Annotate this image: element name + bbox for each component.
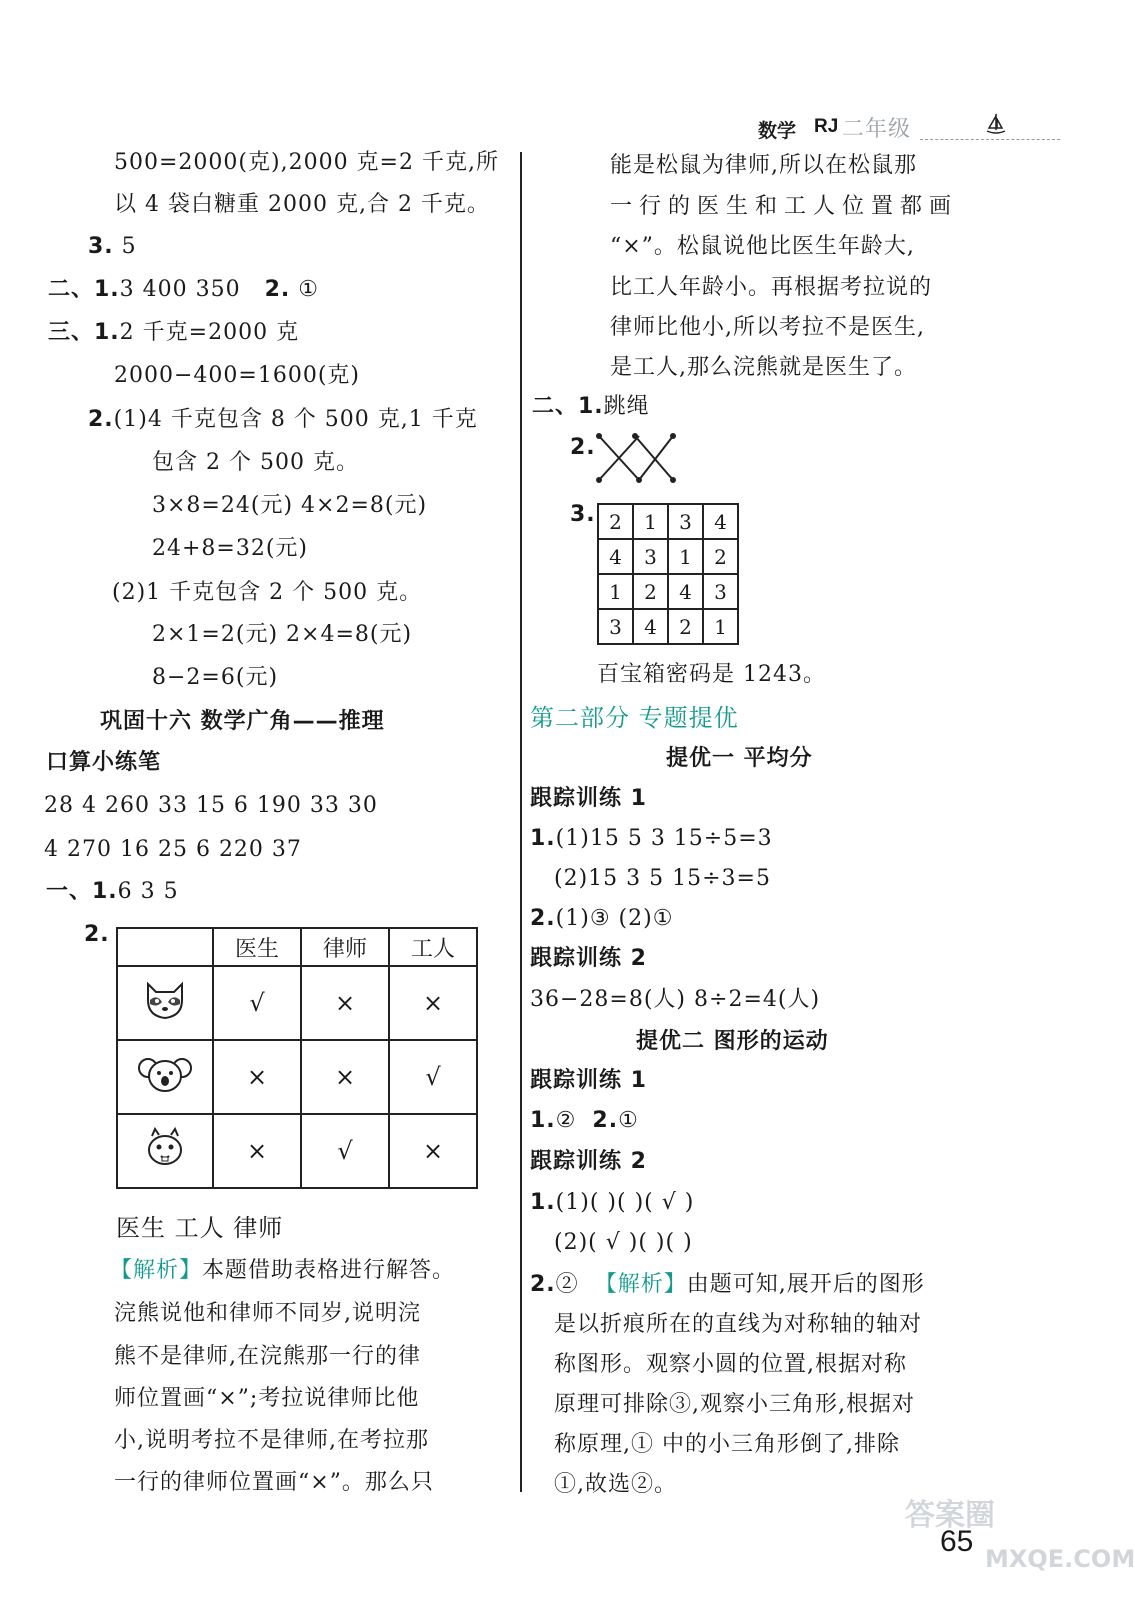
watermark-url: MXQE.COM [985, 1545, 1135, 1573]
table-cell: × [301, 966, 389, 1040]
answer-text: ① [298, 277, 320, 302]
answer-text: 2 千克=2000 克 [119, 320, 300, 345]
sailboat-icon [984, 112, 1008, 136]
table-header: 医生 [213, 928, 301, 966]
raccoon-icon [117, 966, 213, 1040]
answer-text: 跳绳 [603, 394, 650, 419]
grid-cell: 3 [633, 539, 668, 574]
text-line: 24+8=32(元) [152, 536, 309, 561]
q-number: 2. [530, 1272, 556, 1297]
answer-text: 5 [121, 234, 137, 259]
part-title: 第二部分 专题提优 [530, 704, 739, 732]
squirrel-icon [117, 1114, 213, 1188]
table-cell: √ [213, 966, 301, 1040]
text-line: 以 4 袋白糖重 2000 克,合 2 千克。 [114, 192, 490, 217]
grid-cell: 1 [668, 539, 703, 574]
subject-label: 数学 [758, 121, 797, 142]
grid-cell: 3 [668, 504, 703, 539]
answer-text: ① [618, 1108, 639, 1133]
text-line: 比工人年龄小。再根据考拉说的 [610, 275, 933, 300]
grid-cell: 4 [703, 504, 738, 539]
grade-label: 二年级 [842, 116, 912, 141]
q-number: 2. [264, 277, 291, 302]
text-line: 称图形。观察小圆的位置,根据对称 [554, 1352, 907, 1377]
text-line: 36−28=8(人) 8÷2=4(人) [530, 987, 821, 1012]
grid-cell: 4 [598, 539, 633, 574]
header-rule [920, 139, 1060, 140]
text-line: 一行的律师位置画“×”。那么只 [114, 1470, 434, 1495]
grid-row [598, 504, 738, 539]
grid-cell: 1 [633, 504, 668, 539]
number-grid [597, 503, 739, 645]
grid-cell: 2 [598, 504, 633, 539]
table-row [117, 966, 477, 1040]
table-cell: × [213, 1040, 301, 1114]
logic-table [116, 927, 478, 1189]
q-number: 2. [570, 435, 596, 460]
subsection-title: 口算小练笔 [46, 750, 162, 775]
text-line: 百宝箱密码是 1243。 [597, 662, 826, 687]
grid-cell: 1 [703, 609, 738, 644]
text-line: 4 270 16 25 6 220 37 [44, 837, 302, 862]
section-title: 提优二 图形的运动 [636, 1029, 829, 1054]
page-number: 65 [940, 1525, 974, 1558]
q-number: 2. [88, 407, 114, 432]
grid-row [598, 609, 738, 644]
answer-text: (1)( )( )( √ ) [555, 1190, 695, 1215]
table-cell: × [301, 1040, 389, 1114]
answer-text: ② [555, 1108, 577, 1133]
text-line: (2)15 3 5 15÷3=5 [554, 866, 771, 891]
q-number: 1. [530, 1190, 556, 1215]
section-number: 二、1. [532, 394, 604, 419]
text-line: 师位置画“×”;考拉说律师比他 [114, 1386, 420, 1411]
section-number: 一、1. [46, 879, 118, 904]
answer-text: ② [555, 1272, 579, 1297]
answer-text: (1)③ (2)① [555, 906, 674, 931]
table-cell: × [389, 966, 477, 1040]
table-cell: √ [301, 1114, 389, 1188]
table-header: 工人 [389, 928, 477, 966]
grid-cell: 4 [633, 609, 668, 644]
q-number: 2. [592, 1108, 619, 1133]
text-line: 500=2000(克),2000 克=2 千克,所 [114, 150, 499, 175]
q-number: 3. [88, 234, 114, 259]
matching-lines-diagram [595, 432, 679, 484]
table-header: 律师 [301, 928, 389, 966]
text-line: 2000−400=1600(克) [114, 363, 361, 388]
text-line: 2×1=2(元) 2×4=8(元) [152, 622, 413, 647]
subsection-title: 跟踪训练 1 [530, 786, 647, 811]
grid-cell: 2 [668, 609, 703, 644]
answer-text: 3 400 350 [119, 277, 241, 302]
table-cell: × [213, 1114, 301, 1188]
text-line: 浣熊说他和律师不同岁,说明浣 [114, 1301, 421, 1326]
text-line: 是以折痕所在的直线为对称轴的轴对 [554, 1312, 923, 1337]
grid-cell: 1 [598, 574, 633, 609]
text-line: 称原理,① 中的小三角形倒了,排除 [554, 1432, 900, 1457]
grid-cell: 4 [668, 574, 703, 609]
subsection-title: 跟踪训练 1 [530, 1068, 647, 1093]
q-number: 2. [84, 922, 110, 947]
section-number: 三、1. [48, 320, 120, 345]
text-line: 3×8=24(元) 4×2=8(元) [152, 493, 428, 518]
text-line: 律师比他小,所以考拉不是医生, [610, 315, 925, 340]
text-line: 能是松鼠为律师,所以在松鼠那 [610, 153, 917, 178]
subsection-title: 跟踪训练 2 [530, 946, 647, 971]
table-cell: × [389, 1114, 477, 1188]
text-line: 8−2=6(元) [152, 665, 279, 690]
column-divider [520, 152, 522, 1492]
text-line: 熊不是律师,在浣熊那一行的律 [114, 1344, 421, 1369]
text-line: (2)1 千克包含 2 个 500 克。 [112, 580, 423, 605]
version-label: RJ [814, 116, 839, 137]
grid-row [598, 539, 738, 574]
text-line: ①,故选②。 [554, 1472, 677, 1497]
subsection-title: 跟踪训练 2 [530, 1149, 647, 1174]
grid-cell: 3 [703, 574, 738, 609]
grid-cell: 2 [703, 539, 738, 574]
text-line: 包含 2 个 500 克。 [152, 450, 359, 475]
analysis-tag: 【解析】 [594, 1272, 687, 1297]
answer-text: 6 3 5 [117, 879, 179, 904]
q-number: 3. [570, 502, 596, 527]
page-header [758, 112, 1058, 142]
answer-text: (1)4 千克包含 8 个 500 克,1 千克 [113, 407, 478, 432]
koala-icon [117, 1040, 213, 1114]
answer-text: (1)15 5 3 15÷5=3 [555, 826, 773, 851]
section-title: 提优一 平均分 [666, 746, 813, 771]
text-line: 28 4 260 33 15 6 190 33 30 [44, 793, 378, 818]
text-line: (2)( √ )( )( ) [554, 1230, 693, 1255]
analysis-text: 本题借助表格进行解答。 [202, 1258, 456, 1283]
answer-line: 医生 工人 律师 [116, 1214, 284, 1242]
q-number: 1. [530, 826, 556, 851]
grid-cell: 3 [598, 609, 633, 644]
grid-cell: 2 [633, 574, 668, 609]
watermark-logo: 答案圈 [905, 1498, 995, 1533]
table-row [117, 1114, 477, 1188]
grid-row [598, 574, 738, 609]
analysis-text: 由题可知,展开后的图形 [686, 1272, 925, 1297]
text-line: 原理可排除③,观察小三角形,根据对 [554, 1392, 915, 1417]
analysis-tag: 【解析】 [110, 1258, 203, 1283]
table-row [117, 1040, 477, 1114]
table-corner [117, 928, 213, 966]
q-number: 2. [530, 906, 556, 931]
text-line: 一行的医生和工人位置都画 [610, 194, 959, 219]
q-number: 1. [530, 1108, 556, 1133]
text-line: 小,说明考拉不是律师,在考拉那 [114, 1428, 429, 1453]
text-line: “×”。松鼠说他比医生年龄大, [610, 234, 915, 259]
text-line: 是工人,那么浣熊就是医生了。 [610, 355, 917, 380]
section-number: 二、1. [48, 277, 120, 302]
section-title: 巩固十六 数学广角——推理 [100, 709, 385, 734]
table-cell: √ [389, 1040, 477, 1114]
